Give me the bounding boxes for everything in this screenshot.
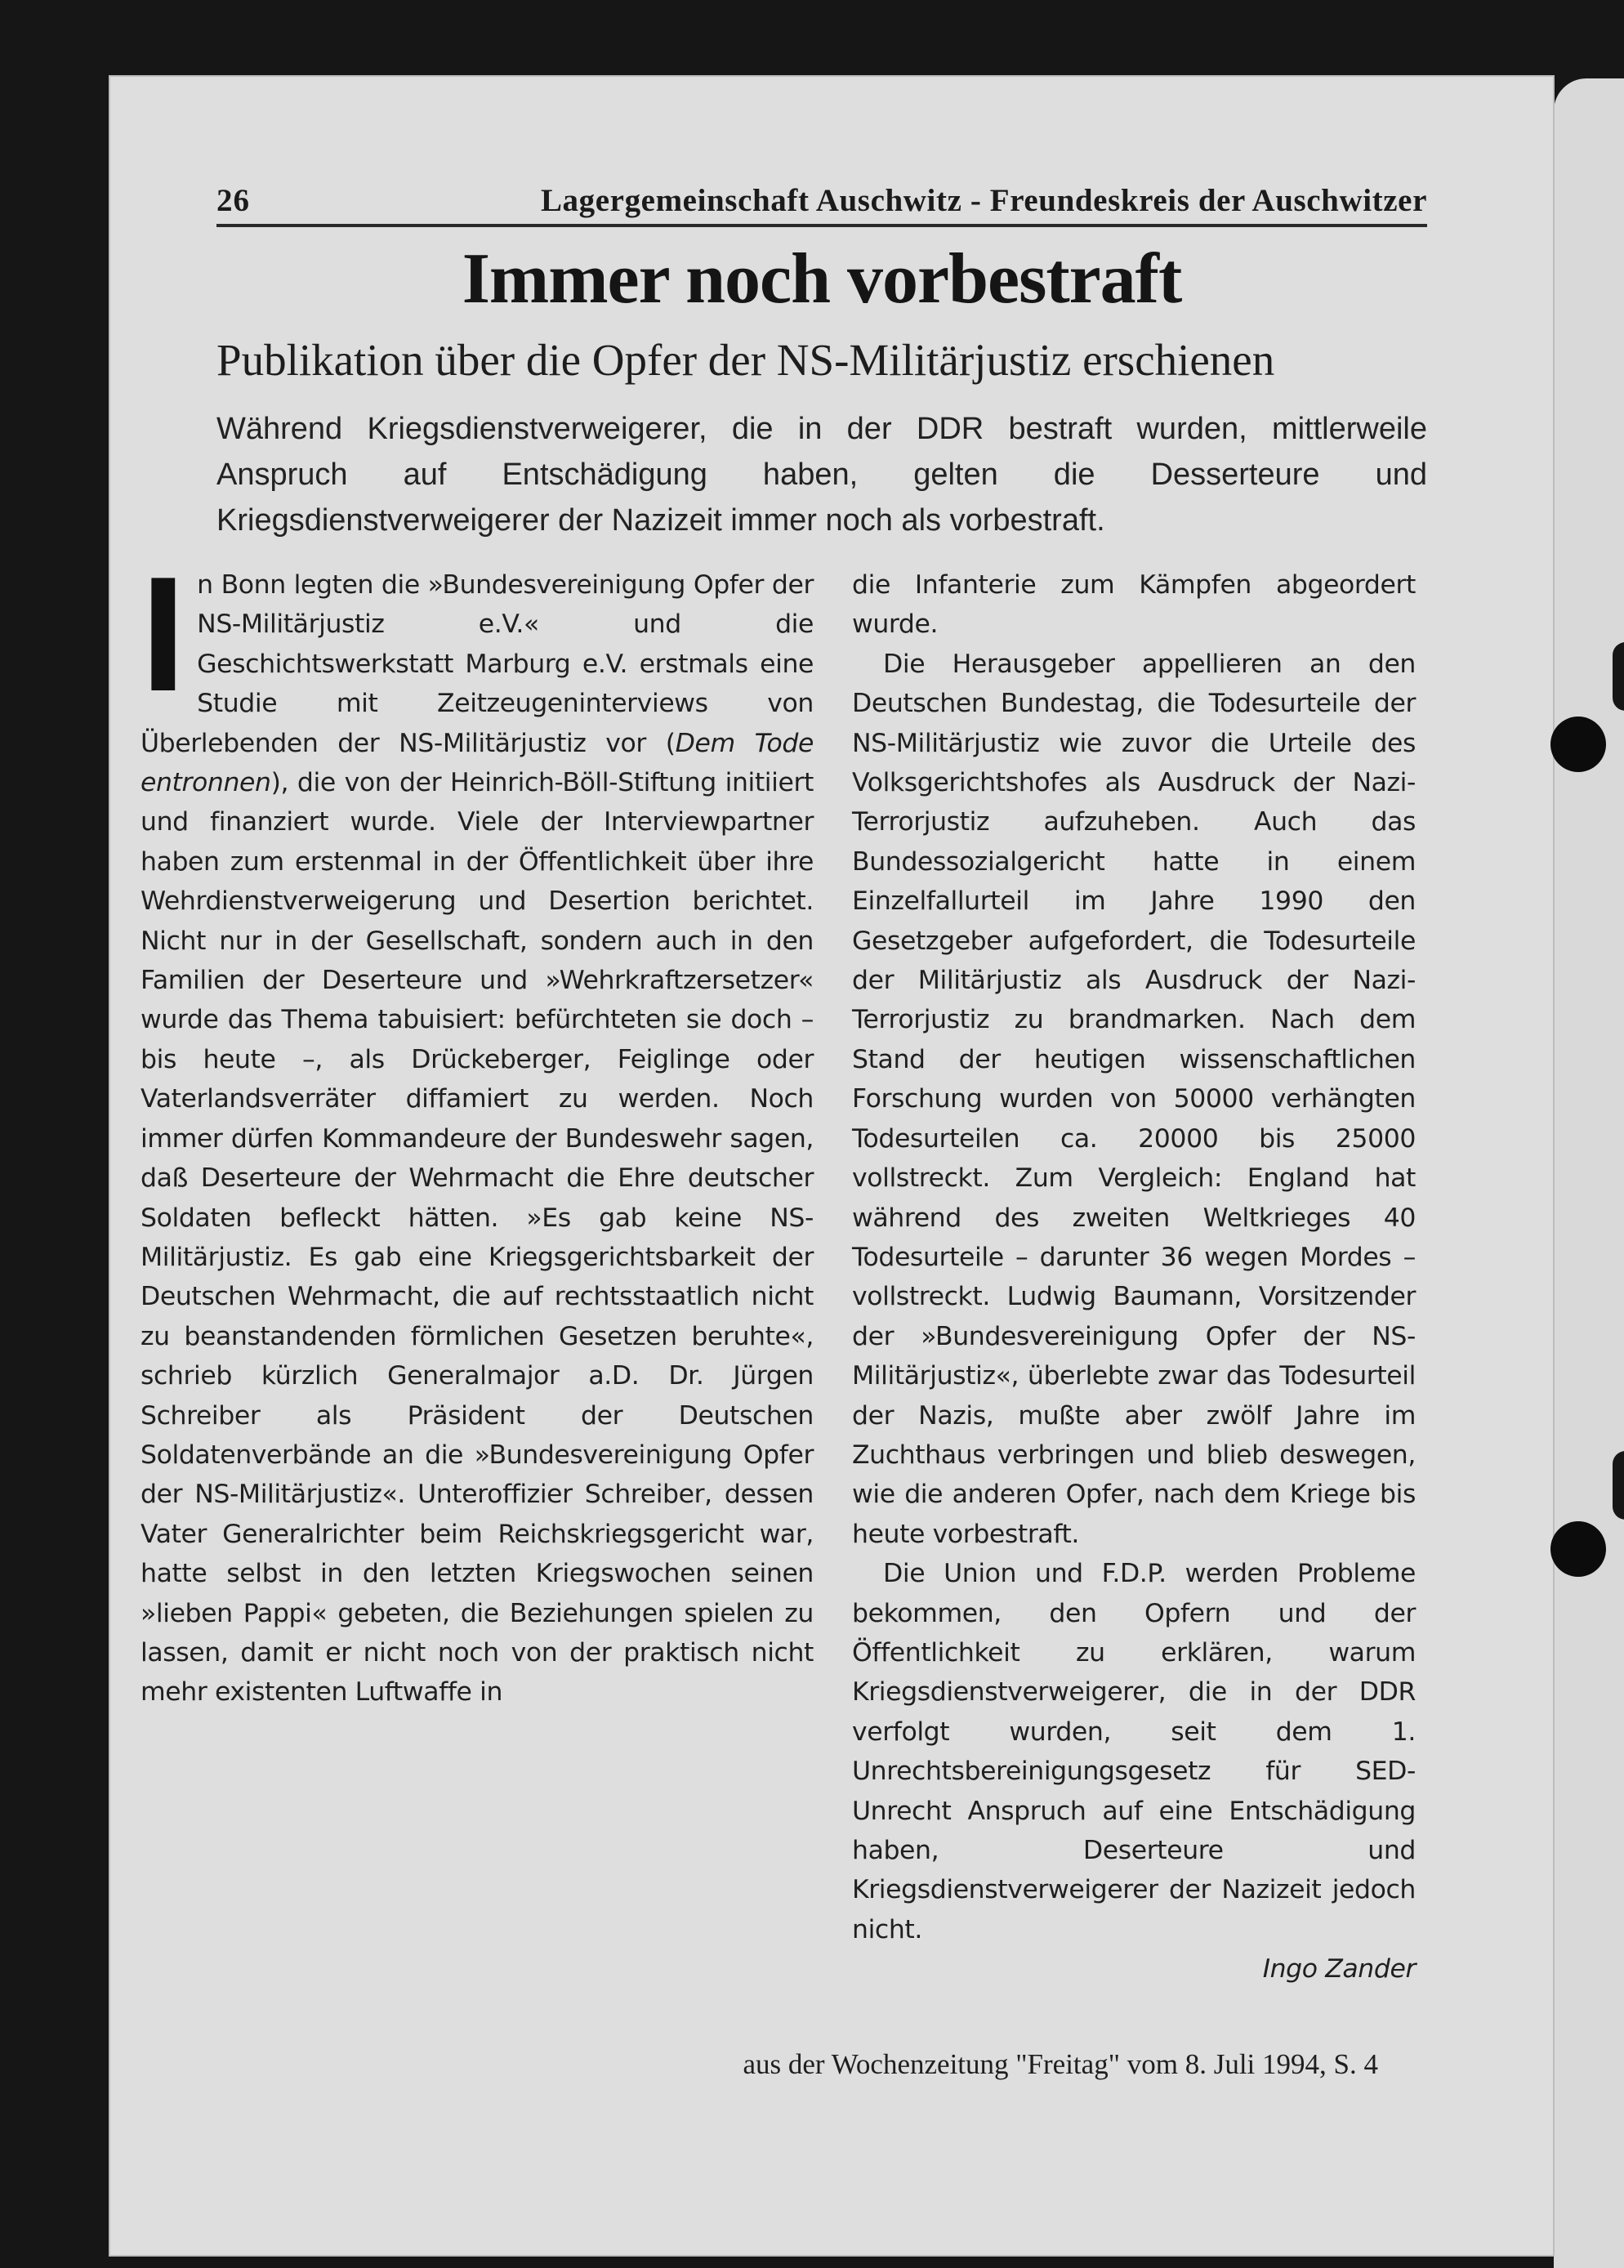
article-column-left [141,543,814,1712]
source-citation: aus der Wochenzeitung "Freitag" vom 8. Juli 1994, S. 4 [743,2048,1378,2080]
drop-cap: I [141,543,186,725]
adjacent-page-punch-hole [1613,642,1624,711]
punch-hole [1550,717,1606,772]
article-paragraph: Die Union und F.D.P. werden Probleme bekommen, den Opfern und der Öffentlichkeit zu erklären, warum Kriegsdienstverweigerer, die in der DDR verfolgt wurden, seit dem 1. Unrechtsbereinigungsgesetz für SED-Unrecht Anspruch auf eine Entschädigung haben, Deserteure und Kriegsdienstverweigerer der Nazizeit jedoch nicht. [852,1559,1416,1944]
paragraph-text: n Bonn legten die »Bundesvereinigung Opfer der NS-Militärjustiz e.V.« und die Geschichtswerkstatt Marburg e.V. erstmals eine Studie mit Zeitzeugeninterviews von Überlebenden der NS-Militärjustiz vor ( [141,570,814,758]
page-header [216,172,1427,227]
article-title: Immer noch vorbestraft [462,239,1182,319]
document-page [109,75,1555,2257]
adjacent-page-edge [1554,78,1624,2268]
adjacent-page-punch-hole [1613,1451,1624,1520]
publication-name: Lagergemeinschaft Auschwitz - Freundeskreis der Auschwitzer [540,183,1427,218]
punch-hole [1550,1521,1606,1577]
paragraph-text: ), die von der Heinrich-Böll-Stiftung initiiert und finanziert wurde. Viele der Interviewpartner haben zum erstenmal in der Öffentlichkeit über ihre Wehrdienstverweigerung und Desertion berichtet. Nicht nur in der Gesellschaft, sondern auch in den Familien der Deserteure und »Wehrkraftzersetzer« wurde das Thema tabuisiert: befürchteten sie doch – bis heute –, als Drückeberger, Feiglinge oder Vaterlandsverräter diffamiert zu werden. Noch immer dürfen Kommandeure der Bundeswehr sagen, daß Deserteure der Wehrmacht die Ehre deutscher Soldaten befleckt hätten. »Es gab keine NS-Militärjustiz. Es gab eine Kriegsgerichtsbarkeit der Deutschen Wehrmacht, die auf rechtsstaatlich nicht zu beanstandenden förmlichen Gesetzen beruhte«, schrieb kürzlich Generalmajor a.D. Dr. Jürgen Schreiber als Präsident der Deutschen Soldatenverbände an die »Bundesvereinigung Opfer der NS-Militärjustiz«. Unteroffizier Schreiber, dessen Vater Generalrichter beim Reichskriegsgericht war, hatte selbst in den letzten Kriegswochen seinen »lieben Pappi« gebeten, die Beziehungen spielen zu lassen, damit er nicht noch von der praktisch nicht mehr existenten Luftwaffe in [141,768,814,1708]
article-paragraph: Die Herausgeber appellieren an den Deutschen Bundestag, die Todesurteile der NS-Militärjustiz wie zuvor die Urteile des Volksgerichtshofes als Ausdruck der Nazi-Terrorjustiz aufzuheben. Auch das Bundessozialgericht hatte in einem Einzelfallurteil im Jahre 1990 den Gesetzgeber aufgefordert, die Todesurteile der Militärjustiz als Ausdruck der Nazi-Terrorjustiz zu brandmarken. Nach dem Stand der heutigen wissenschaftlichen Forschung wurden von 50000 verhängten Todesurteilen ca. 20000 bis 25000 vollstreckt. Zum Vergleich: England hat während des zweiten Weltkrieges 40 Todesurteile – darunter 36 wegen Mordes – vollstreckt. Ludwig Baumann, Vorsitzender der »Bundesvereinigung Opfer der NS-Militärjustiz«, überlebte zwar das Todesurteil der Nazis, mußte aber zwölf Jahre im Zuchthaus verbringen und blieb deswegen, wie die anderen Opfer, nach dem Kriege bis heute vorbestraft. [852,649,1416,1549]
article-lead: Während Kriegsdienstverweigerer, die in der DDR bestraft wurden, mittlerweile Anspruch auf Entschädigung haben, gelten die Desserteure und Kriegsdienstverweigerer der Nazizeit immer noch als vorbestraft. [216,412,1427,538]
page-number: 26 [216,183,250,218]
article-author: Ingo Zander [1262,1954,1416,1984]
article-subtitle: Publikation über die Opfer der NS-Militärjustiz erschienen [216,335,1275,385]
article-paragraph [141,543,814,1712]
book-title: Dem Tode entronnen [141,728,814,798]
article-paragraph: die Infanterie zum Kämpfen abgeordert wurde. [852,570,1416,640]
article-column-right [852,565,1416,1989]
